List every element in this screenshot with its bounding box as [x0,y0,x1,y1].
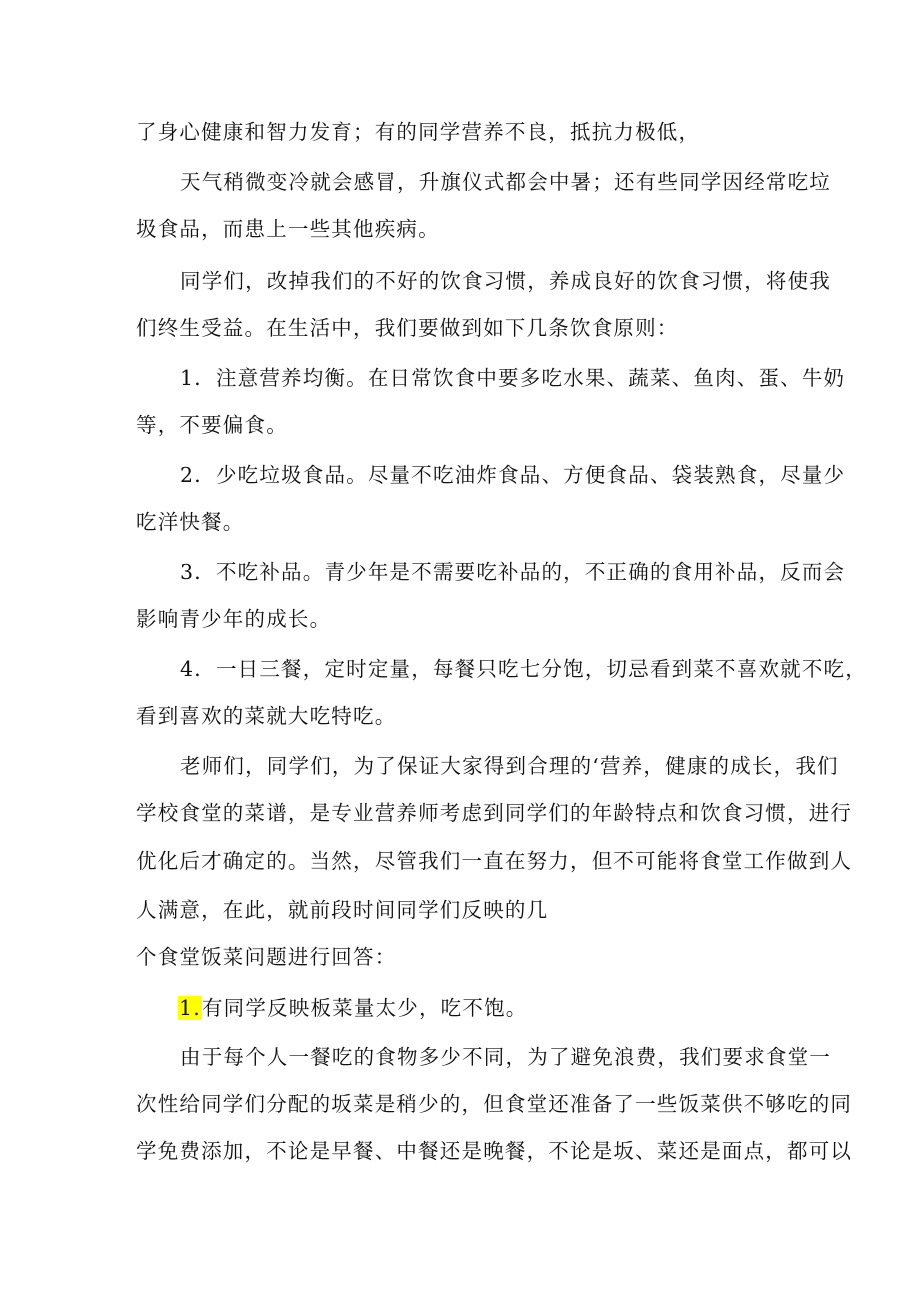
highlighted-number: 1. [179,996,201,1020]
text-line: 影响青少年的成长。 [136,607,332,631]
numbered-item [178,993,527,1023]
text-line: 次性给同学们分配的坂菜是稍少的，但食堂还准备了一些饭菜供不够吃的同 [136,1092,853,1116]
text-line: 学免费添加，不论是早餐、中餐还是晚餐，不论是坂、菜还是面点，都可以 [136,1139,853,1163]
text-line: 吃洋快餐。 [136,510,245,534]
text-line: 4．一日三餐，定时定量，每餐只吃七分饱，切忌看到菜不喜欢就不吃， [180,657,867,681]
text-line: 1．注意营养均衡。在日常饮食中要多吃水果、蔬菜、鱼肉、蛋、牛奶 [180,366,846,390]
text-line: 了身心健康和智力发育；有的同学营养不良，抵抗力极低， [136,120,701,144]
text-line: 圾食品，而患上一些其他疾病。 [136,217,440,241]
text-line: 由于每个人一餐吃的食物多少不同，为了避免浪费，我们要求食堂一 [180,1045,831,1069]
text-line: 优化后才确定的。当然，尽管我们一直在努力，但不可能将食堂工作做到人 [136,849,853,873]
text-line: 3．不吃补品。青少年是不需要吃补品的，不正确的食用补品，反而会 [180,560,846,584]
text-line: 同学们，改掉我们的不好的饮食习惯，养成良好的饮食习惯，将使我 [180,269,831,293]
text-line: 2．少吃垃圾食品。尽量不吃油炸食品、方便食品、袋装熟食，尽量少 [180,463,846,487]
text-line: 等，不要偏食。 [136,413,288,437]
text-line: 看到喜欢的菜就大吃特吃。 [136,704,397,728]
text-line: 们终生受益。在生活中，我们要做到如下几条饮食原则： [136,316,679,340]
text-line: 天气稍微变冷就会感冒，升旗仪式都会中暑；还有些同学因经常吃垃 [180,170,831,194]
text-line: 有同学反映板菜量太少，吃不饱。 [201,996,528,1020]
text-line: 个食堂饭菜问题进行回答： [136,945,397,969]
text-line: 学校食堂的菜谱，是专业营养师考虑到同学们的年龄特点和饮食习惯，进行 [136,801,853,825]
text-line: 人满意，在此，就前段时间同学们反映的几 [136,898,549,922]
text-line: 老师们，同学们，为了保证大家得到合理的‘营养，健康的成长，我们 [180,754,839,778]
